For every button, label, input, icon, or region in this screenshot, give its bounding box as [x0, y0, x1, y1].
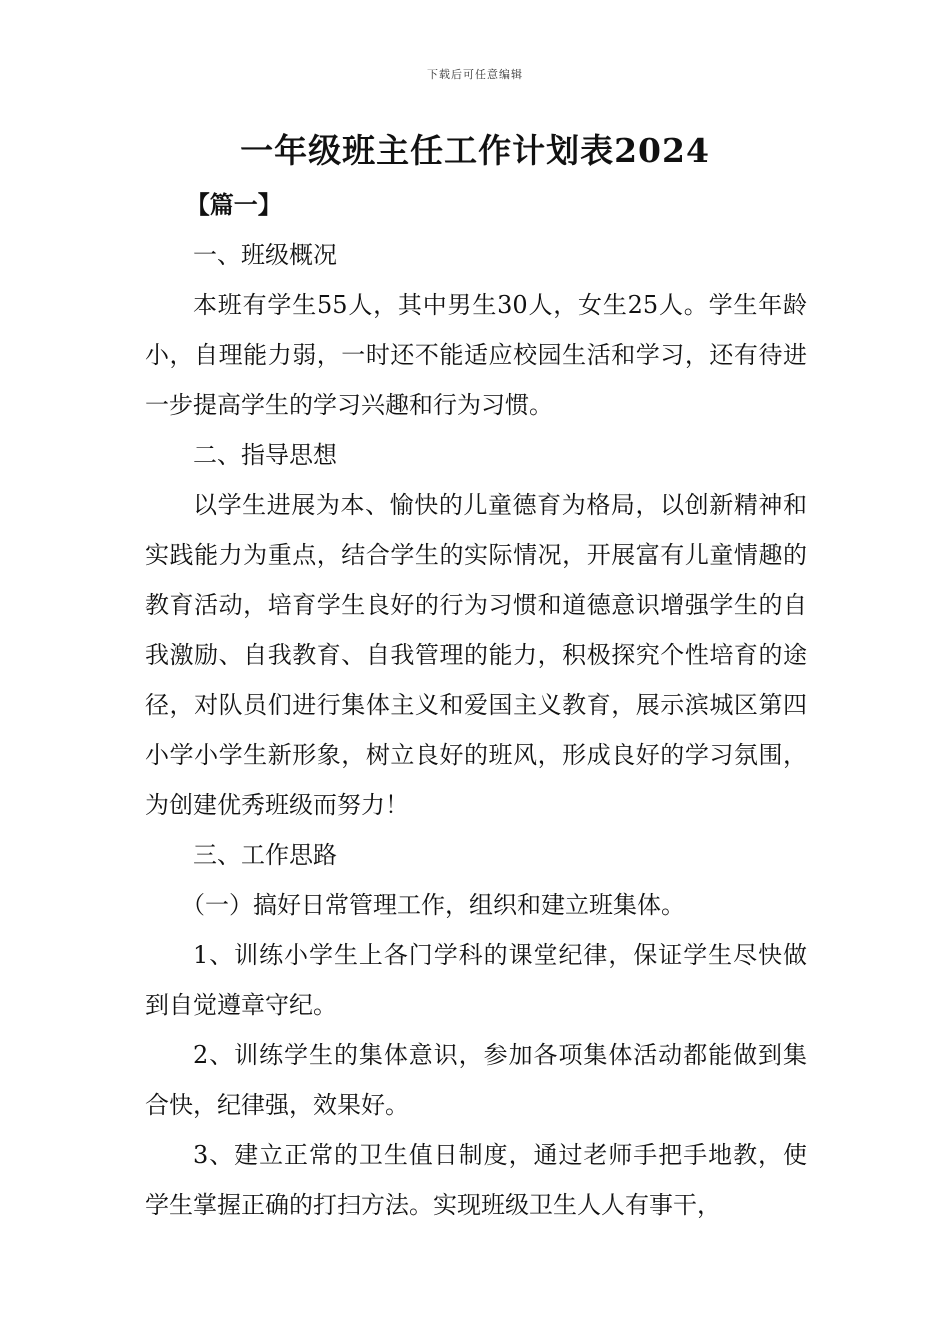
- heading-guiding-idea: 二、指导思想: [193, 441, 337, 469]
- paragraph-class-overview: 本班有学生55人，其中男生30人，女生25人。学生年龄小，自理能力弱，一时还不能适应校园生活和学习，还有待进一步提高学生的学习兴趣和行为习惯。: [145, 291, 807, 419]
- paragraph-item-3: 3、建立正常的卫生值日制度，通过老师手把手地教，使学生掌握正确的打扫方法。实现班级卫生人人有事干，: [145, 1141, 807, 1219]
- paragraph-item-1: 1、训练小学生上各门学科的课堂纪律，保证学生尽快做到自觉遵章守纪。: [145, 941, 807, 1019]
- section-label: 【篇一】: [185, 190, 282, 219]
- header-note: 下载后可任意编辑: [427, 68, 523, 81]
- heading-work-approach: 三、工作思路: [193, 841, 337, 869]
- heading-class-overview: 一、班级概况: [193, 241, 337, 269]
- paragraph-guiding-idea: 以学生进展为本、愉快的儿童德育为格局，以创新精神和实践能力为重点，结合学生的实际情况，开展富有儿童情趣的教育活动，培育学生良好的行为习惯和道德意识增强学生的自我激励、自我教育、自我管理的能力，积极探究个性培育的途径，对队员们进行集体主义和爱国主义教育，展示滨城区第四小学小学生新形象，树立良好的班风，形成良好的学习氛围，为创建优秀班级而努力！: [145, 491, 807, 819]
- subheading-daily-management: （一）搞好日常管理工作，组织和建立班集体。: [181, 891, 685, 919]
- document-body: [145, 180, 807, 1230]
- paragraph-item-2: 2、训练学生的集体意识，参加各项集体活动都能做到集合快，纪律强，效果好。: [145, 1041, 807, 1119]
- document-title: 一年级班主任工作计划表2024: [240, 131, 710, 170]
